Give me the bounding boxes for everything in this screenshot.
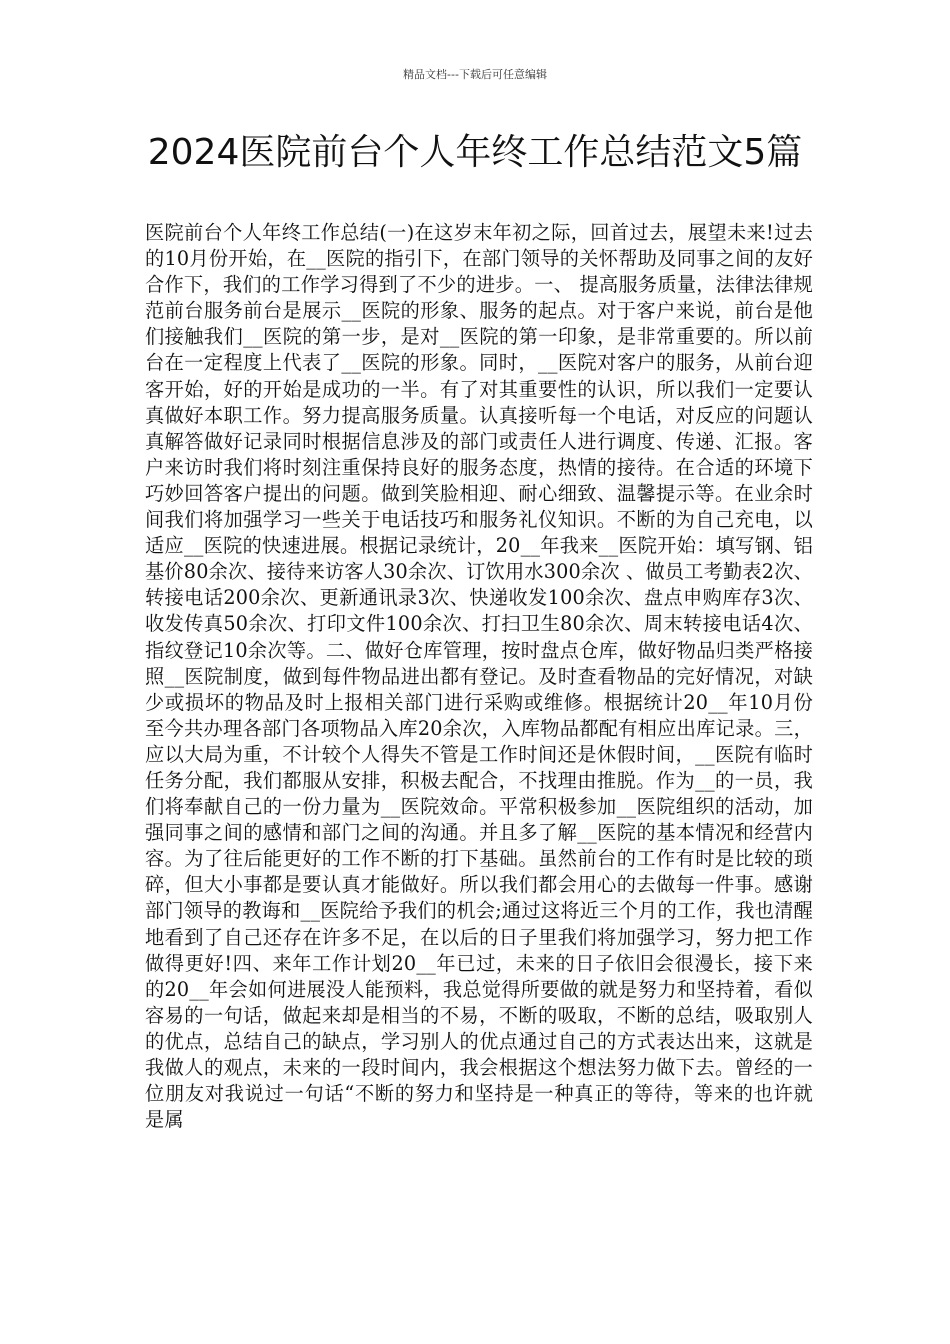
document-body: 医院前台个人年终工作总结(一)在这岁末年初之际，回首过去，展望未来!过去的10月份开始，在__医院的指引下，在部门领导的关怀帮助及同事之间的友好合作下，我们的工作学习得到了不少的进步。一、 提高服务质量，法律法律规范前台服务前台是展示__医院的形象、服务的起点。对于客户来说，前台是他们接触我们__医院的第一步，是对__医院的第一印象，是非常重要的。所以前台在一定程度上代表了__医院的形象。同时，__医院对客户的服务，从前台迎客开始，好的开始是成功的一半。有了对其重要性的认识，所以我们一定要认真做好本职工作。努力提高服务质量。认真接听每一个电话，对反应的问题认真解答做好记录同时根据信息涉及的部门或责任人进行调度、传递、汇报。客户来访时我们将时刻注重保持良好的服务态度，热情的接待。在合适的环境下巧妙回答客户提出的问题。做到笑脸相迎、耐心细致、温馨提示等。在业余时间我们将加强学习一些关于电话技巧和服务礼仪知识。不断的为自己充电，以适应__医院的快速进展。根据记录统计，20__年我来__医院开始：填写钢、铝基价80余次、接待来访客人30余次、订饮用水300余次 、做员工考勤表2次、转接电话200余次、更新通讯录3次、快递收发100余次、盘点申购库存3次、收发传真50余次、打印文件100余次、打扫卫生80余次、周末转接电话4次、指纹登记10余次等。二、做好仓库管理，按时盘点仓库，做好物品归类严格接照__医院制度，做到每件物品进出都有登记。及时查看物品的完好情况，对缺少或损坏的物品及时上报相关部门进行采购或维修。根据统计20__年10月份至今共办理各部门各项物品入库20余次，入库物品都配有相应出库记录。三，应以大局为重，不计较个人得失不管是工作时间还是休假时间，__医院有临时任务分配，我们都服从安排，积极去配合，不找理由推脱。作为__的一员，我们将奉献自己的一份力量为__医院效命。平常积极参加__医院组织的活动，加强同事之间的感情和部门之间的沟通。并且多了解__医院的基本情况和经营内容。为了往后能更好的工作不断的打下基础。虽然前台的工作有时是比较的琐碎，但大小事都是要认真才能做好。所以我们都会用心的去做每一件事。感谢部门领导的教诲和__医院给予我们的机会;通过这将近三个月的工作，我也清醒地看到了自己还存在许多不足，在以后的日子里我们将加强学习，努力把工作做得更好!四、来年工作计划20__年已过，未来的日子依旧会很漫长，接下来的20__年会如何进展没人能预料，我总觉得所要做的就是努力和坚持着，看似容易的一句话，做起来却是相当的不易，不断的吸取，不断的总结，吸取别人的优点，总结自己的缺点，学习别人的优点通过自己的方式表达出来，这就是我做人的观点，未来的一段时间内，我会根据这个想法努力做下去。曾经的一位朋友对我说过一句话“不断的努力和坚持是一种真正的等待，等来的也许就是属 [145,221,813,1132]
header-note: 精品文档---下载后可任意编辑 [403,68,547,81]
document-title: 2024医院前台个人年终工作总结范文5篇 [147,132,803,173]
